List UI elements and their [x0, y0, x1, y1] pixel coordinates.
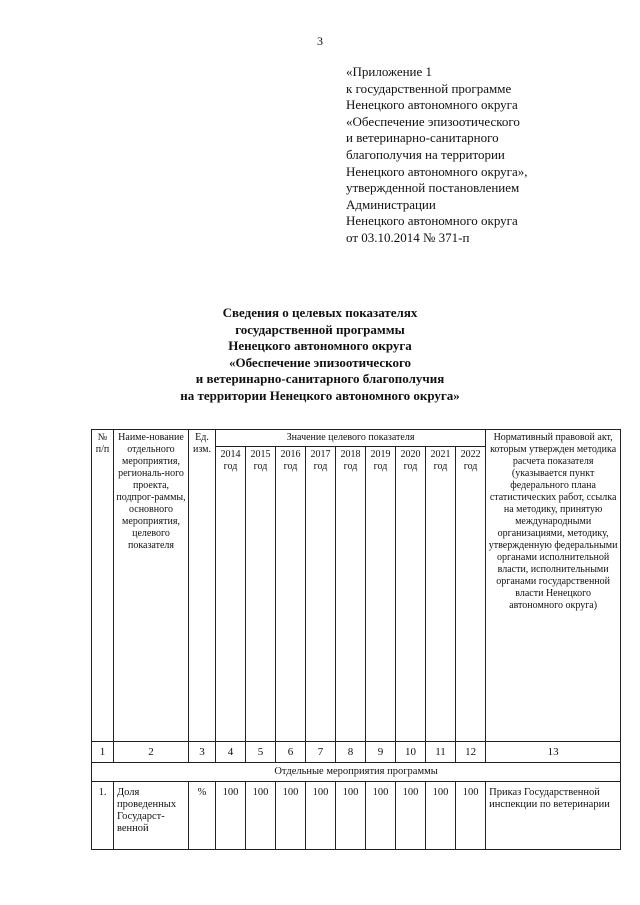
header-year: 2016 год: [276, 447, 306, 742]
appendix-line: утвержденной постановлением: [346, 180, 520, 196]
row-unit: %: [189, 782, 216, 850]
row-value: 100: [336, 782, 366, 850]
header-year: 2014 год: [216, 447, 246, 742]
indicators-table: [91, 429, 621, 850]
header-year: 2018 год: [336, 447, 366, 742]
row-value: 100: [276, 782, 306, 850]
appendix-line: Ненецкого автономного округа: [346, 97, 518, 113]
indicators-table-wrap: [91, 429, 620, 850]
row-value: 100: [366, 782, 396, 850]
header-normative: Нормативный правовой акт, которым утвержден методика расчета показателя (указывается пункт федерального плана статистических работ, ссылка на методику, принятую международными организациями, методику, утвержденную федеральными органами исполнительной власти, исполнительными органами государственной власти Ненецкого автономного округа): [486, 430, 621, 742]
column-number: 11: [426, 742, 456, 763]
column-number: 13: [486, 742, 621, 763]
column-number: 7: [306, 742, 336, 763]
appendix-line: Администрации: [346, 196, 436, 212]
column-number: 12: [456, 742, 486, 763]
column-number: 3: [189, 742, 216, 763]
appendix-line: от 03.10.2014 № 371-п: [346, 229, 470, 245]
row-normative: Приказ Государственной инспекции по ветеринарии: [486, 782, 621, 850]
title-line: Сведения о целевых показателях: [222, 305, 418, 320]
column-number: 4: [216, 742, 246, 763]
row-value: 100: [426, 782, 456, 850]
appendix-line: благополучия на территории: [346, 146, 505, 162]
header-year: 2017 год: [306, 447, 336, 742]
title-line: государственной программы: [235, 321, 405, 337]
column-number: 1: [92, 742, 114, 763]
appendix-note: [346, 64, 606, 247]
header-year: 2022 год: [456, 447, 486, 742]
header-num: № п/п: [92, 430, 114, 742]
header-year: 2021 год: [426, 447, 456, 742]
row-value: 100: [396, 782, 426, 850]
row-num: 1.: [92, 782, 114, 850]
header-unit: Ед. изм.: [189, 430, 216, 742]
appendix-line: Ненецкого автономного округа: [346, 213, 518, 229]
column-number: 9: [366, 742, 396, 763]
appendix-line: к государственной программе: [346, 80, 512, 96]
appendix-line: «Приложение 1: [346, 64, 433, 79]
column-number-row: [92, 742, 621, 763]
title-line: «Обеспечение эпизоотического: [228, 354, 412, 370]
title-line: и ветеринарно-санитарного благополучия: [195, 371, 445, 386]
document-title: [0, 305, 640, 404]
appendix-line: Ненецкого автономного округа»,: [346, 163, 528, 179]
column-number: 6: [276, 742, 306, 763]
header-name: Наиме-нование отдельного мероприятия, региональ-ного проекта, подпрог-раммы, основного мероприятия, целевого показателя: [114, 430, 189, 742]
table-row: [92, 782, 621, 850]
appendix-line: и ветеринарно-санитарного: [346, 130, 499, 146]
column-number: 5: [246, 742, 276, 763]
section-title: Отдельные мероприятия программы: [92, 763, 621, 782]
header-year: 2019 год: [366, 447, 396, 742]
title-line: на территории Ненецкого автономного округа»: [180, 387, 460, 403]
page-number: 3: [317, 34, 323, 48]
header-year: 2015 год: [246, 447, 276, 742]
table-header-row: [92, 430, 621, 447]
header-value-group: Значение целевого показателя: [216, 430, 486, 447]
column-number: 2: [114, 742, 189, 763]
row-value: 100: [456, 782, 486, 850]
row-value: 100: [306, 782, 336, 850]
column-number: 10: [396, 742, 426, 763]
column-number: 8: [336, 742, 366, 763]
header-year: 2020 год: [396, 447, 426, 742]
title-line: Ненецкого автономного округа: [228, 338, 412, 353]
row-name: Доля проведенных Государст-венной: [114, 782, 189, 850]
appendix-line: «Обеспечение эпизоотического: [346, 113, 520, 129]
section-row: [92, 763, 621, 782]
row-value: 100: [216, 782, 246, 850]
row-value: 100: [246, 782, 276, 850]
